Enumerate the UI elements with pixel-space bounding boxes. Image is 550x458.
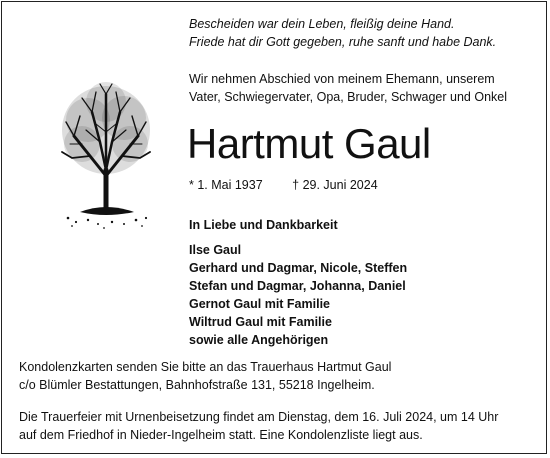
birth-date: * 1. Mai 1937 (189, 178, 263, 192)
intro-line: Wir nehmen Abschied von meinem Ehemann, unserem (189, 72, 495, 86)
obituary-notice (1, 1, 547, 454)
poem-line: Bescheiden war dein Leben, fleißig deine Hand. (189, 17, 455, 31)
mourner-name: Ilse Gaul (189, 243, 242, 257)
intro-line: Vater, Schwiegervater, Opa, Bruder, Schwager und Onkel (189, 90, 507, 104)
mourners-heading: In Liebe und Dankbarkeit (189, 218, 338, 232)
mourner-name: sowie alle Angehörigen (189, 333, 329, 347)
mourners-block (189, 216, 407, 349)
death-date: † 29. Juni 2024 (292, 178, 378, 192)
mourners-list (189, 241, 407, 349)
mourner-name: Gerhard und Dagmar, Nicole, Steffen (189, 261, 408, 275)
tree-icon (52, 72, 160, 232)
mourner-name: Stefan und Dagmar, Johanna, Daniel (189, 279, 406, 293)
deceased-name: Hartmut Gaul (187, 120, 431, 167)
funeral-line: Die Trauerfeier mit Urnenbeisetzung findet am Dienstag, dem 16. Juli 2024, um 14 Uhr (19, 410, 499, 424)
condolence-line: c/o Blümler Bestattungen, Bahnhofstraße 131, 55218 Ingelheim. (19, 378, 375, 392)
poem-line: Friede hat dir Gott gegeben, ruhe sanft und habe Dank. (189, 35, 497, 49)
condolence-address (19, 358, 391, 394)
mourner-name: Wiltrud Gaul mit Familie (189, 315, 332, 329)
condolence-line: Kondolenzkarten senden Sie bitte an das Trauerhaus Hartmut Gaul (19, 360, 392, 374)
mourner-name: Gernot Gaul mit Familie (189, 297, 330, 311)
life-dates (189, 176, 378, 194)
poem (189, 15, 496, 51)
funeral-line: auf dem Friedhof in Nieder-Ingelheim statt. Eine Kondolenzliste liegt aus. (19, 428, 423, 442)
intro-text (189, 70, 507, 106)
funeral-info (19, 408, 498, 444)
